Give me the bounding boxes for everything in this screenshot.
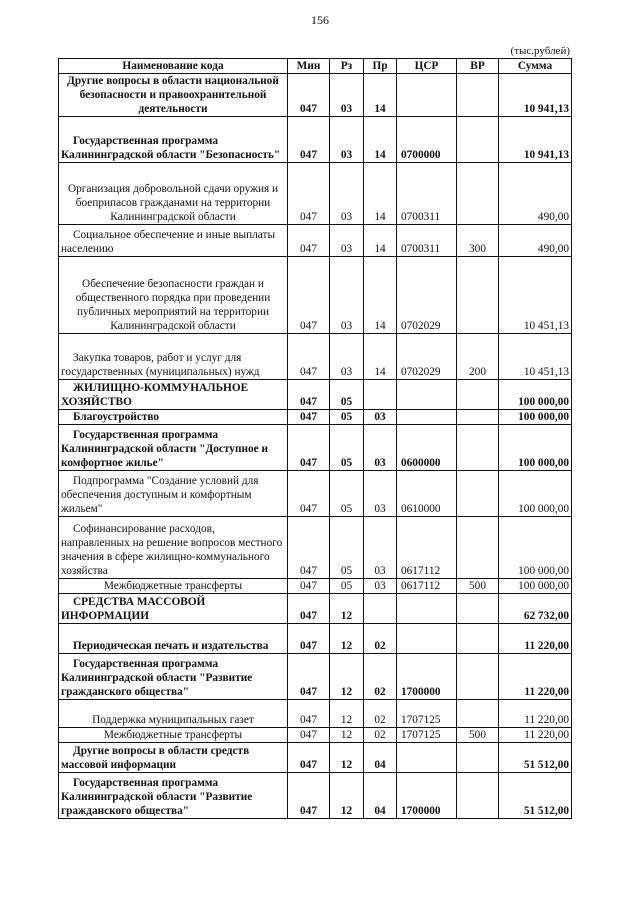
row-name: Организация добровольной сдачи оружия и боеприпасов гражданами на территории Калининградской области: [59, 163, 288, 225]
row-sum: 62 732,00: [499, 594, 572, 624]
row-pr: 03: [364, 410, 397, 425]
header-pr: Пр: [364, 59, 397, 74]
row-name: СРЕДСТВА МАССОВОЙ ИНФОРМАЦИИ: [59, 594, 288, 624]
table-row: [59, 380, 572, 410]
row-sum: 51 512,00: [499, 743, 572, 773]
row-pr: [364, 380, 397, 410]
header-csr: ЦСР: [397, 59, 457, 74]
table-row: [59, 654, 572, 700]
row-sum: 490,00: [499, 225, 572, 257]
row-sum: 490,00: [499, 163, 572, 225]
row-name: Другие вопросы в области средств массовой информации: [59, 743, 288, 773]
row-vr: [457, 471, 499, 517]
row-min: 047: [288, 654, 330, 700]
row-rz: 12: [330, 773, 364, 819]
row-name: Межбюджетные трансферты: [59, 579, 288, 594]
row-min: 047: [288, 334, 330, 380]
row-min: 047: [288, 74, 330, 117]
row-vr: [457, 594, 499, 624]
row-sum: 10 941,13: [499, 117, 572, 163]
row-rz: 05: [330, 517, 364, 579]
row-min: 047: [288, 700, 330, 728]
row-csr: 0700311: [397, 225, 457, 257]
row-min: 047: [288, 594, 330, 624]
row-sum: 100 000,00: [499, 579, 572, 594]
row-pr: 14: [364, 163, 397, 225]
row-min: 047: [288, 517, 330, 579]
row-pr: 04: [364, 743, 397, 773]
row-pr: 14: [364, 257, 397, 334]
table-row: [59, 743, 572, 773]
row-rz: 05: [330, 410, 364, 425]
row-sum: 10 451,13: [499, 334, 572, 380]
row-name: Государственная программа Калининградской области "Развитие гражданского общества": [59, 773, 288, 819]
table-row: [59, 74, 572, 117]
row-sum: 100 000,00: [499, 410, 572, 425]
row-vr: 500: [457, 579, 499, 594]
row-csr: [397, 74, 457, 117]
row-csr: 0600000: [397, 425, 457, 471]
row-rz: 05: [330, 425, 364, 471]
row-name: Подпрограмма "Создание условий для обеспечения доступным и комфортным жильем": [59, 471, 288, 517]
table-row: [59, 225, 572, 257]
row-name: Благоустройство: [59, 410, 288, 425]
row-csr: 1707125: [397, 728, 457, 743]
row-csr: 0700311: [397, 163, 457, 225]
row-min: 047: [288, 380, 330, 410]
header-row: [59, 59, 572, 74]
row-csr: 0702029: [397, 257, 457, 334]
row-rz: 12: [330, 594, 364, 624]
table-row: [59, 117, 572, 163]
row-pr: 03: [364, 471, 397, 517]
row-sum: 10 941,13: [499, 74, 572, 117]
row-min: 047: [288, 728, 330, 743]
row-rz: 03: [330, 334, 364, 380]
table-row: [59, 594, 572, 624]
row-csr: 0700000: [397, 117, 457, 163]
budget-table: [58, 58, 572, 819]
header-min: Мин: [288, 59, 330, 74]
row-rz: 03: [330, 117, 364, 163]
row-min: 047: [288, 773, 330, 819]
table-row: [59, 773, 572, 819]
row-vr: [457, 654, 499, 700]
row-vr: [457, 117, 499, 163]
row-name: Закупка товаров, работ и услуг для государственных (муниципальных) нужд: [59, 334, 288, 380]
row-csr: 0610000: [397, 471, 457, 517]
row-vr: [457, 743, 499, 773]
row-vr: [457, 700, 499, 728]
row-vr: [457, 74, 499, 117]
row-pr: 03: [364, 579, 397, 594]
table-row: [59, 425, 572, 471]
row-name: Софинансирование расходов, направленных на решение вопросов местного значения в сфере жилищно-коммунального хозяйства: [59, 517, 288, 579]
row-vr: [457, 773, 499, 819]
row-pr: [364, 594, 397, 624]
row-pr: 03: [364, 517, 397, 579]
header-rz: Рз: [330, 59, 364, 74]
table-row: [59, 700, 572, 728]
row-csr: 1707125: [397, 700, 457, 728]
row-name: Государственная программа Калининградской области "Развитие гражданского общества": [59, 654, 288, 700]
row-min: 047: [288, 624, 330, 654]
row-name: Поддержка муниципальных газет: [59, 700, 288, 728]
row-rz: 05: [330, 380, 364, 410]
row-rz: 03: [330, 257, 364, 334]
row-min: 047: [288, 257, 330, 334]
table-row: [59, 624, 572, 654]
table-row: [59, 334, 572, 380]
row-csr: [397, 624, 457, 654]
row-csr: [397, 410, 457, 425]
row-min: 047: [288, 579, 330, 594]
row-sum: 100 000,00: [499, 471, 572, 517]
row-csr: 0617112: [397, 579, 457, 594]
row-pr: 04: [364, 773, 397, 819]
row-min: 047: [288, 163, 330, 225]
table-row: [59, 471, 572, 517]
header-sum: Сумма: [499, 59, 572, 74]
row-name: Обеспечение безопасности граждан и общественного порядка при проведении публичных мероприятий на территории Калининградской области: [59, 257, 288, 334]
header-name: Наименование кода: [59, 59, 288, 74]
row-name: Периодическая печать и издательства: [59, 624, 288, 654]
row-csr: 1700000: [397, 654, 457, 700]
row-sum: 100 000,00: [499, 517, 572, 579]
row-pr: 02: [364, 654, 397, 700]
row-sum: 100 000,00: [499, 425, 572, 471]
table-row: [59, 517, 572, 579]
row-vr: [457, 410, 499, 425]
row-sum: 100 000,00: [499, 380, 572, 410]
row-sum: 11 220,00: [499, 654, 572, 700]
row-name: Государственная программа Калининградской области "Доступное и комфортное жилье": [59, 425, 288, 471]
table-row: [59, 163, 572, 225]
row-csr: 0617112: [397, 517, 457, 579]
row-vr: [457, 163, 499, 225]
row-vr: 500: [457, 728, 499, 743]
row-csr: [397, 594, 457, 624]
row-pr: 14: [364, 117, 397, 163]
table-row: [59, 728, 572, 743]
row-sum: 11 220,00: [499, 700, 572, 728]
row-vr: 300: [457, 225, 499, 257]
row-csr: 0702029: [397, 334, 457, 380]
row-vr: [457, 257, 499, 334]
row-pr: 14: [364, 74, 397, 117]
row-sum: 11 220,00: [499, 728, 572, 743]
row-name: Государственная программа Калининградской области "Безопасность": [59, 117, 288, 163]
row-rz: 12: [330, 728, 364, 743]
row-pr: 02: [364, 624, 397, 654]
row-vr: [457, 425, 499, 471]
row-vr: [457, 380, 499, 410]
row-min: 047: [288, 225, 330, 257]
row-sum: 10 451,13: [499, 257, 572, 334]
row-rz: 03: [330, 163, 364, 225]
row-name: Межбюджетные трансферты: [59, 728, 288, 743]
row-pr: 02: [364, 700, 397, 728]
table-row: [59, 257, 572, 334]
row-rz: 05: [330, 579, 364, 594]
row-min: 047: [288, 410, 330, 425]
row-vr: 200: [457, 334, 499, 380]
row-pr: 02: [364, 728, 397, 743]
page-number: 156: [311, 13, 329, 27]
row-rz: 05: [330, 471, 364, 517]
row-sum: 51 512,00: [499, 773, 572, 819]
row-min: 047: [288, 117, 330, 163]
table-row: [59, 579, 572, 594]
row-sum: 11 220,00: [499, 624, 572, 654]
units-label: (тыс.рублей): [510, 45, 570, 57]
row-rz: 12: [330, 700, 364, 728]
row-csr: 1700000: [397, 773, 457, 819]
row-rz: 12: [330, 743, 364, 773]
row-rz: 03: [330, 225, 364, 257]
row-rz: 03: [330, 74, 364, 117]
row-min: 047: [288, 471, 330, 517]
header-vr: ВР: [457, 59, 499, 74]
row-csr: [397, 743, 457, 773]
row-pr: 14: [364, 225, 397, 257]
row-min: 047: [288, 743, 330, 773]
row-pr: 14: [364, 334, 397, 380]
row-min: 047: [288, 425, 330, 471]
row-name: Другие вопросы в области национальной безопасности и правоохранительной деятельности: [59, 74, 288, 117]
row-vr: [457, 517, 499, 579]
row-pr: 03: [364, 425, 397, 471]
row-rz: 12: [330, 624, 364, 654]
table-row: [59, 410, 572, 425]
row-csr: [397, 380, 457, 410]
row-vr: [457, 624, 499, 654]
row-name: Социальное обеспечение и иные выплаты населению: [59, 225, 288, 257]
row-name: ЖИЛИЩНО-КОММУНАЛЬНОЕ ХОЗЯЙСТВО: [59, 380, 288, 410]
row-rz: 12: [330, 654, 364, 700]
